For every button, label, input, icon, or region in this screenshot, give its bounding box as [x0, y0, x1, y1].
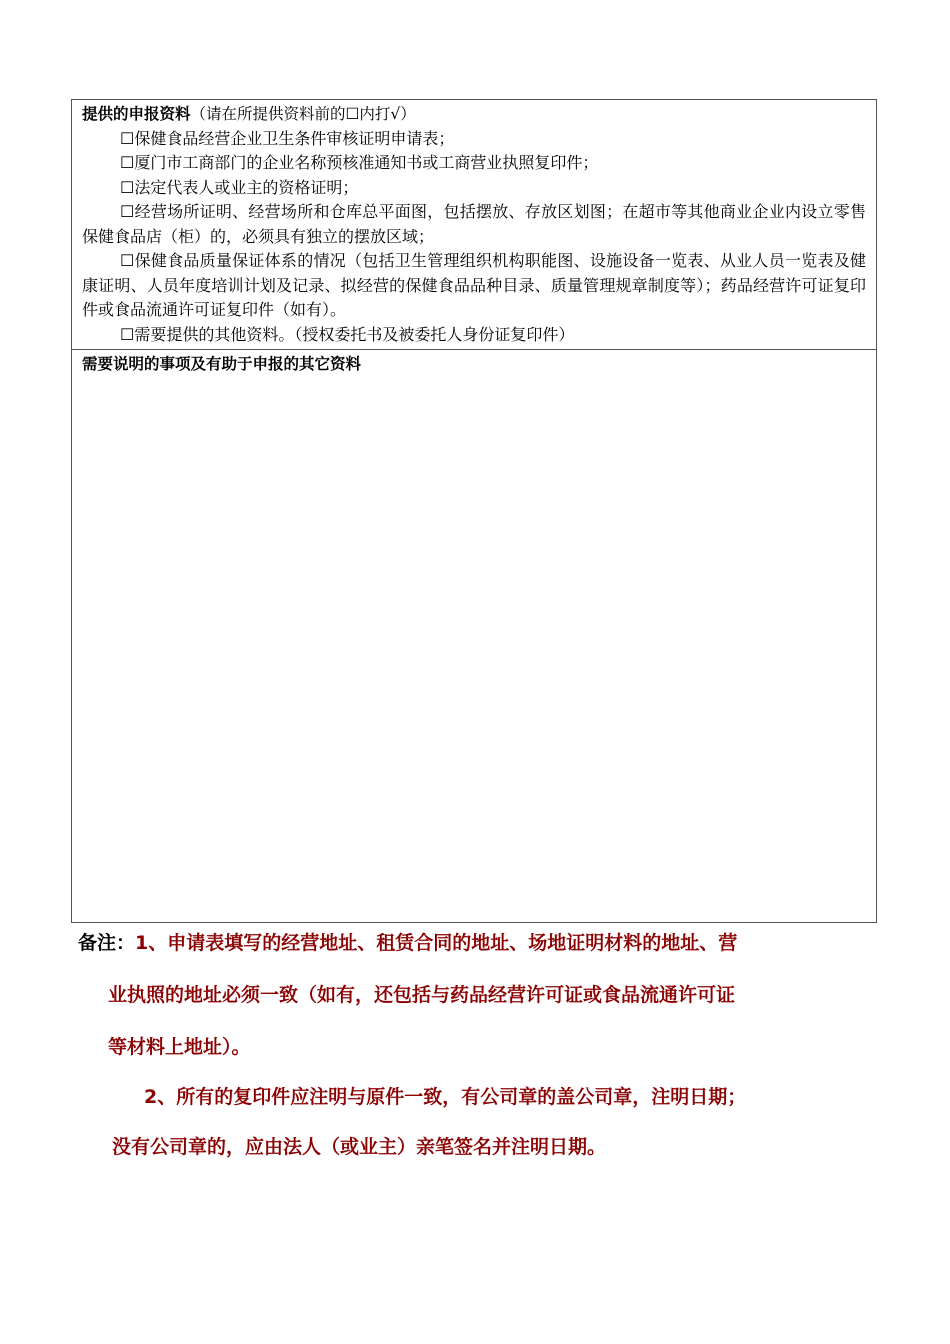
material-item-application-form[interactable]: ☐保健食品经营企业卫生条件审核证明申请表；	[120, 128, 455, 148]
materials-note: （请在所提供资料前的☐内打√）	[190, 105, 416, 123]
other-info-title: 需要说明的事项及有助于申报的其它资料	[82, 355, 362, 373]
material-item-quality-system[interactable]: ☐保健食品质量保证体系的情况（包括卫生管理组织机构职能图、设施设备一览表、从业人员一览表及健康证明、人员年度培训计划及记录、拟经营的保健食品品种目录、质量管理规章制度等）；药品经营许可证复印件或食品流通许可证复印件（如有）。	[82, 251, 866, 319]
remark-line-2: 业执照的地址必须一致（如有，还包括与药品经营许可证或食品流通许可证	[108, 984, 736, 1006]
material-item-premises-proof[interactable]: ☐经营场所证明、经营场所和仓库总平面图，包括摆放、存放区划图；在超市等其他商业企业内设立零售保健食品店（柜）的，必须具有独立的摆放区域；	[82, 202, 866, 246]
remark-line-3: 等材料上地址）。	[108, 1036, 251, 1058]
remark-1-text: 1、申请表填写的经营地址、租赁合同的地址、场地证明材料的地址、营	[135, 932, 738, 954]
materials-section	[72, 100, 876, 350]
remark-line-1	[78, 928, 737, 955]
material-item-business-license[interactable]: ☐厦门市工商部门的企业名称预核准通知书或工商营业执照复印件；	[120, 153, 599, 172]
material-item-other-documents[interactable]: ☐需要提供的其他资料。（授权委托书及被委托人身份证复印件）	[120, 324, 575, 344]
other-info-section[interactable]	[72, 350, 876, 922]
materials-header	[82, 102, 866, 127]
remark-label: 备注：	[78, 932, 136, 954]
application-form-table	[71, 99, 877, 923]
remark-line-4: 2、所有的复印件应注明与原件一致，有公司章的盖公司章，注明日期；	[144, 1086, 747, 1108]
material-item-legal-representative[interactable]: ☐法定代表人或业主的资格证明；	[120, 177, 359, 197]
materials-title: 提供的申报资料	[82, 105, 191, 123]
remark-line-5: 没有公司章的，应由法人（或业主）亲笔签名并注明日期。	[112, 1136, 607, 1158]
